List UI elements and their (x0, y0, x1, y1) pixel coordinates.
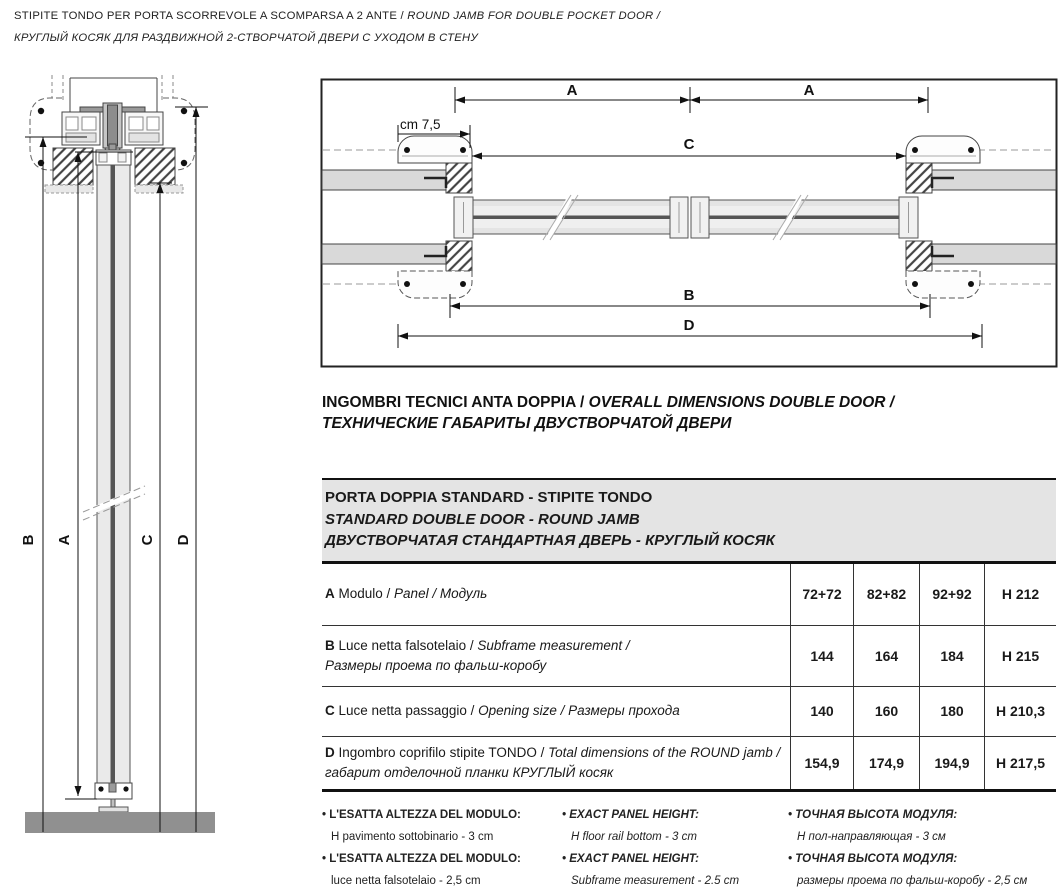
door-panels-plan (454, 195, 918, 240)
section-heading-line1: INGOMBRI TECNICI ANTA DOPPIA / OVERALL DIMENSIONS DOUBLE DOOR / (322, 394, 895, 411)
cell-value: 154,9 (790, 737, 853, 789)
section-heading-line2: ТЕХНИЧЕСКИЕ ГАБАРИТЫ ДВУСТВОРЧАТОЙ ДВЕРИ (322, 415, 732, 432)
row-label: A Modulo / Panel / Модуль (325, 586, 488, 601)
plan-view-drawing (320, 78, 1058, 368)
floor-slab (25, 812, 215, 833)
row-label: D Ingombro coprifilo stipite TONDO / Total dimensions of the ROUND jamb / габарит отделочной планки КРУГЛЫЙ косяк (325, 744, 781, 780)
jamb-width-label: cm 7,5 (400, 117, 441, 132)
note-text: Н пол-направляющая - 3 см (797, 831, 946, 843)
dimensions-table (322, 478, 1056, 792)
cell-value: 82+82 (853, 564, 919, 625)
note-title: • EXACT PANEL HEIGHT: (562, 848, 788, 870)
cell-value: 160 (853, 687, 919, 736)
cell-value: 180 (919, 687, 984, 736)
cell-value: 184 (919, 626, 984, 686)
dim-label-c: C (683, 136, 695, 153)
footnotes (322, 804, 1062, 892)
cell-value: 174,9 (853, 737, 919, 789)
row-label: B Luce netta falsotelaio / Subframe measurement / Размеры проема по фальш-коробу (325, 637, 630, 673)
cell-value: H 215 (984, 626, 1056, 686)
table-header-line1: PORTA DOPPIA STANDARD - STIPITE TONDO (325, 489, 653, 506)
dim-label-a: A (56, 534, 73, 546)
row-label: C Luce netta passaggio / Opening size / Размеры прохода (325, 703, 680, 718)
cell-value: 72+72 (790, 564, 853, 625)
note-title: • ТОЧНАЯ ВЫСОТА МОДУЛЯ: (788, 804, 1062, 826)
table-row-c (322, 687, 1056, 737)
vertical-section-drawing (0, 70, 230, 845)
note-text: H floor rail bottom - 3 cm (571, 831, 697, 843)
note-text: H pavimento sottobinario - 3 cm (331, 831, 494, 843)
dim-label-a-left: A (566, 82, 578, 99)
cell-value: 92+92 (919, 564, 984, 625)
note-text: размеры проема по фальш-коробу - 2,5 см (797, 875, 1028, 887)
dim-label-c: C (139, 534, 156, 546)
dim-label-d: D (175, 534, 192, 546)
note-title: • L'ESATTA ALTEZZA DEL MODULO: (322, 848, 562, 870)
document-title (14, 5, 660, 49)
footnotes-russian (788, 804, 1062, 892)
note-text: luce netta falsotelaio - 2,5 cm (331, 875, 481, 887)
note-title: • EXACT PANEL HEIGHT: (562, 804, 788, 826)
cell-value: 194,9 (919, 737, 984, 789)
note-text: Subframe measurement - 2.5 cm (571, 875, 740, 887)
cell-value: H 212 (984, 564, 1056, 625)
document-title-line1: STIPITE TONDO PER PORTA SCORREVOLE A SCOMPARSA A 2 ANTE / ROUND JAMB FOR DOUBLE POCKET DOOR / (14, 10, 661, 22)
table-header (322, 480, 1056, 564)
cell-value: 144 (790, 626, 853, 686)
table-header-line3: ДВУСТВОРЧАТАЯ СТАНДАРТНАЯ ДВЕРЬ - КРУГЛЫЙ КОСЯК (325, 532, 775, 549)
note-title: • L'ESATTA ALTEZZA DEL MODULO: (322, 804, 562, 826)
document-title-line2: КРУГЛЫЙ КОСЯК ДЛЯ РАЗДВИЖНОЙ 2-СТВОРЧАТОЙ ДВЕРИ С УХОДОМ В СТЕНУ (14, 32, 478, 44)
table-row-d (322, 737, 1056, 789)
dim-label-d: D (683, 317, 695, 334)
cell-value: H 217,5 (984, 737, 1056, 789)
table-row-b (322, 626, 1056, 687)
cell-value: H 210,3 (984, 687, 1056, 736)
table-header-line2: STANDARD DOUBLE DOOR - ROUND JAMB (325, 510, 640, 528)
footnotes-italian (322, 804, 562, 892)
section-heading (322, 392, 894, 434)
dim-label-b: B (683, 287, 695, 304)
table-row-a (322, 564, 1056, 626)
dim-label-b: B (20, 534, 37, 546)
cell-value: 140 (790, 687, 853, 736)
dim-label-a-right: A (803, 82, 815, 99)
cell-value: 164 (853, 626, 919, 686)
footnotes-english (562, 804, 788, 892)
note-title: • ТОЧНАЯ ВЫСОТА МОДУЛЯ: (788, 848, 1062, 870)
door-panel-section (83, 144, 145, 812)
